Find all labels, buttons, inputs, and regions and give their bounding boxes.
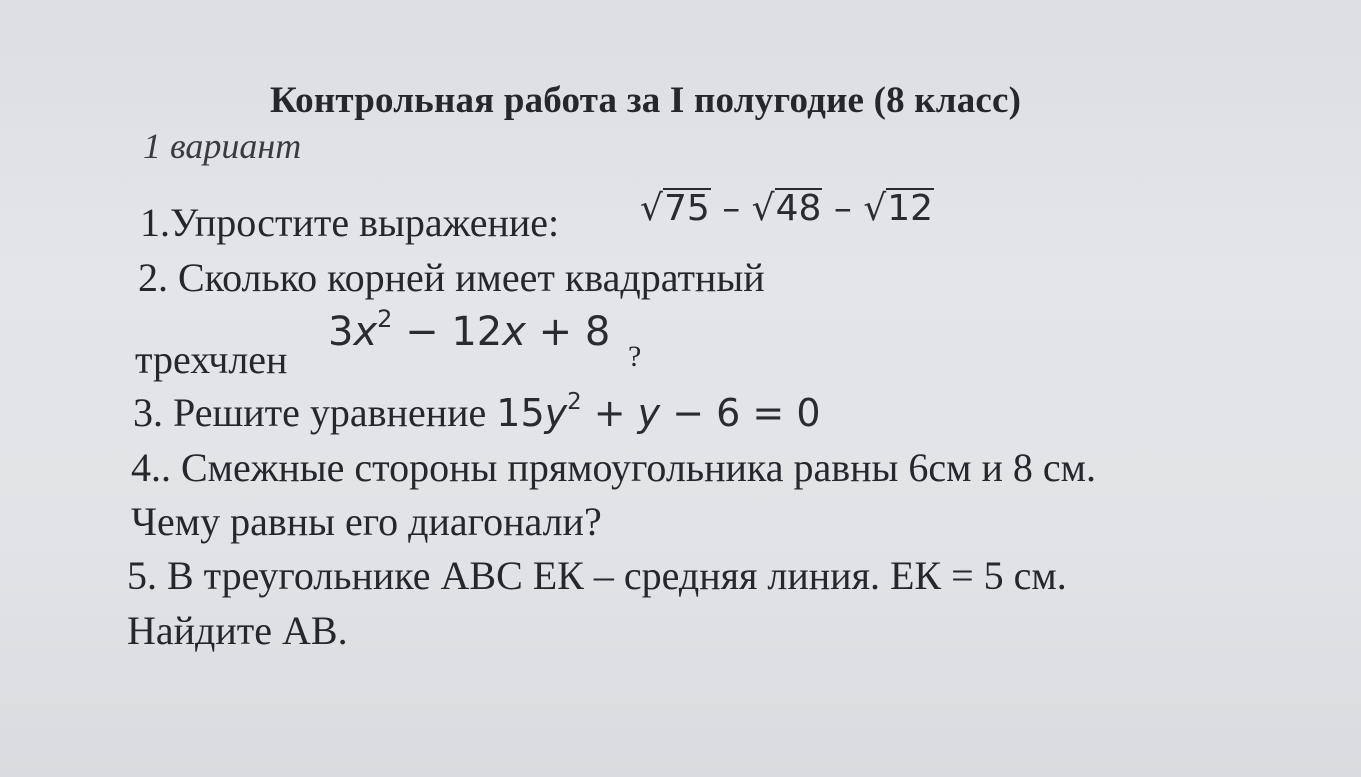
variant-label: 1 вариант: [143, 126, 302, 166]
minus-sign: –: [710, 188, 752, 229]
sqrt-48: √48: [751, 188, 822, 229]
exponent: 2: [377, 305, 393, 333]
task-1-text: 1.Упростите выражение:: [140, 200, 560, 245]
task-2-expression: [328, 305, 611, 355]
expr-end: + 8: [525, 309, 611, 355]
radicand-12: 12: [887, 188, 934, 229]
task-2-text-line1: 2. Сколько корней имеет квадратный: [138, 255, 765, 300]
coef: 15: [496, 391, 545, 435]
exponent: 2: [567, 388, 582, 415]
coef: 3: [328, 309, 354, 355]
sqrt-75: √75: [640, 188, 710, 229]
expr-end: − 6 = 0: [660, 391, 821, 435]
variable-x: x: [502, 309, 526, 355]
task-5-text-line2: Найдите АВ.: [127, 608, 348, 653]
expr-middle: +: [581, 391, 638, 435]
sqrt-12: √12: [863, 188, 934, 229]
task-3: [133, 388, 821, 435]
variable-x: x: [353, 309, 378, 355]
task-2-text-line2: трехчлен: [135, 337, 288, 382]
task-4-text-line1: 4.. Смежные стороны прямоугольника равны 6см и 8 см.: [131, 445, 1096, 490]
task-1-expression: [640, 188, 934, 228]
question-mark: ?: [628, 340, 642, 373]
task-4-text-line2: Чему равны его диагонали?: [131, 499, 602, 544]
page-title: Контрольная работа за I полугодие (8 класс): [270, 80, 1022, 121]
variable-y: y: [544, 391, 568, 435]
minus-sign: –: [822, 188, 864, 229]
expr-middle: − 12: [392, 309, 503, 355]
variable-y: y: [637, 391, 661, 435]
task-3-text: 3. Решите уравнение: [133, 390, 497, 435]
radicand-75: 75: [663, 188, 710, 229]
radicand-48: 48: [775, 188, 822, 229]
task-3-expression: [496, 388, 821, 435]
task-5-text-line1: 5. В треугольнике АВС ЕК – средняя линия. ЕК = 5 см.: [127, 553, 1067, 598]
